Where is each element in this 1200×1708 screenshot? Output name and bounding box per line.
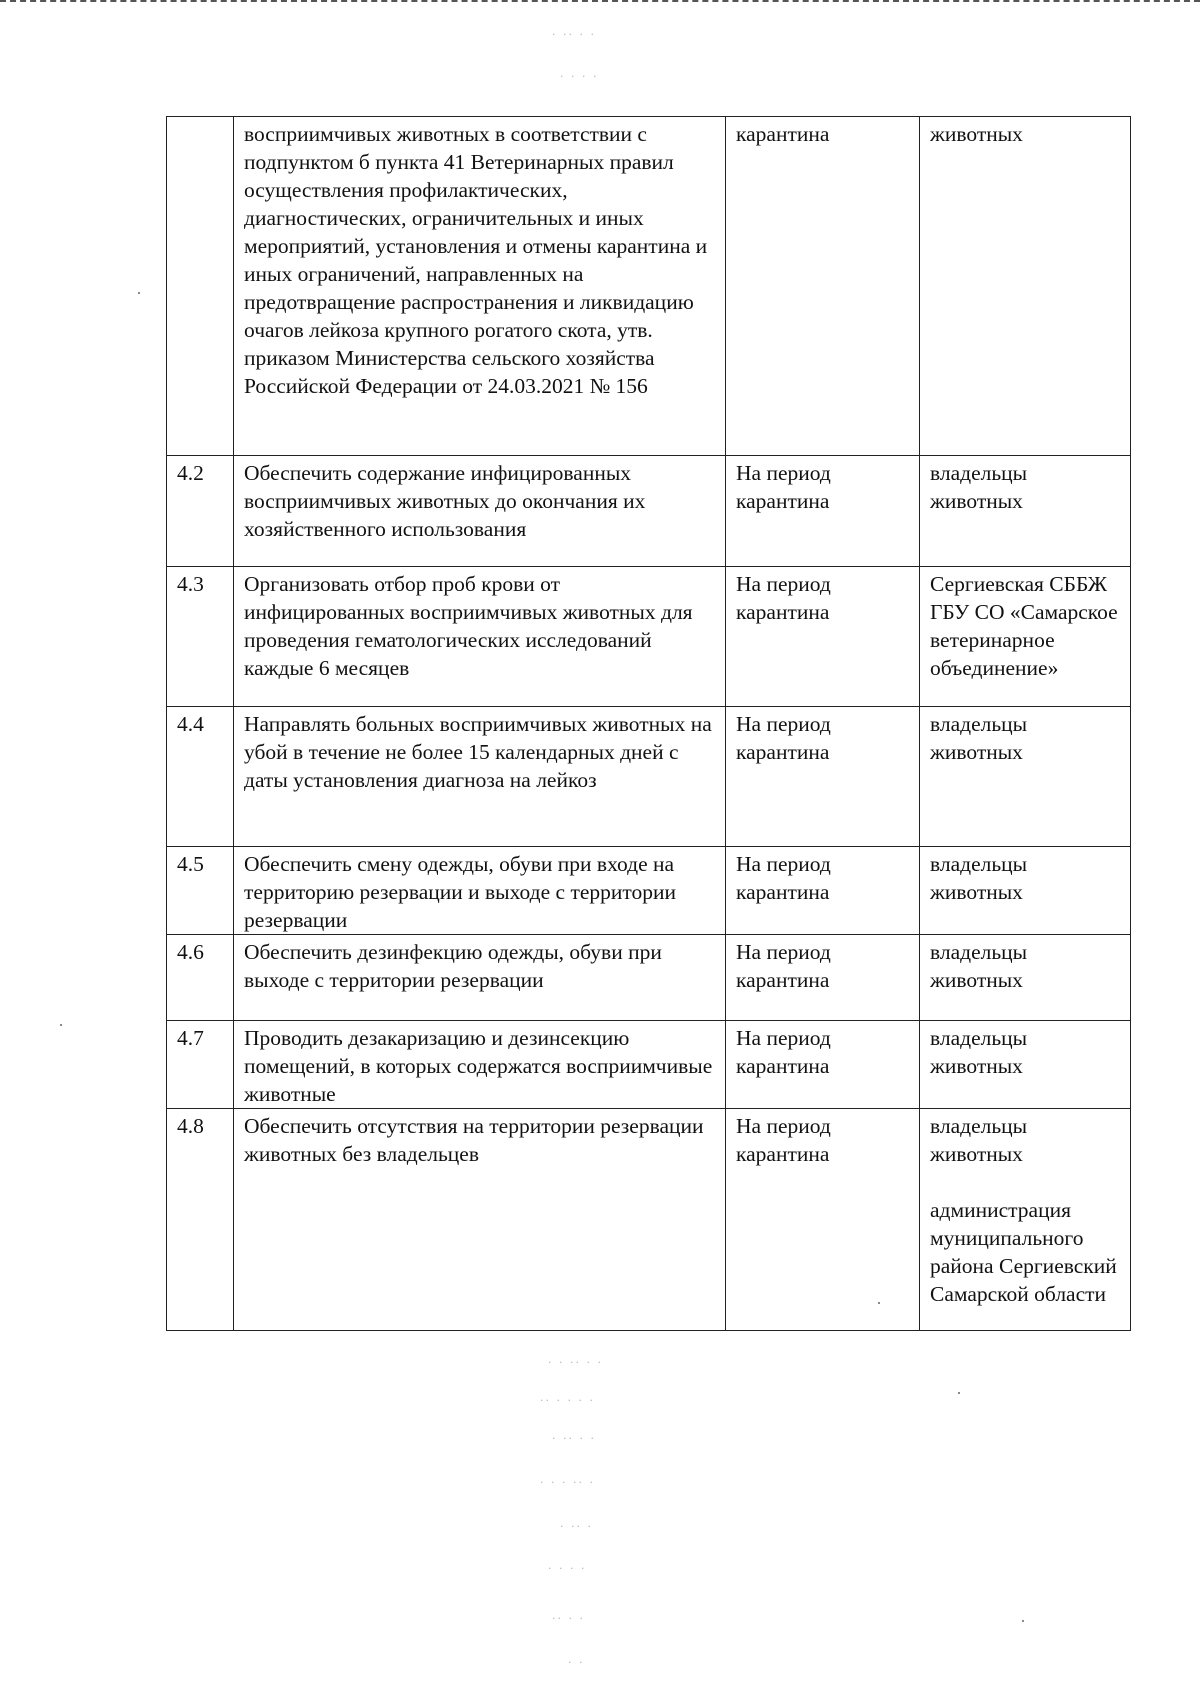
scan-speck bbox=[958, 1392, 960, 1394]
table-row bbox=[167, 1109, 1131, 1331]
responsible-party: владельцы животных bbox=[930, 1026, 1028, 1078]
responsible-party: Сергиевская СББЖ ГБУ СО «Самарское ветеринарное объединение» bbox=[930, 572, 1118, 680]
measure-text: Направлять больных восприимчивых животных на убой в течение не более 15 календарных дней с даты установления диагноза на лейкоз bbox=[234, 707, 726, 847]
scan-noise: · · · ·· · bbox=[540, 1476, 595, 1489]
measure-text: Проводить дезакаризацию и дезинсекцию помещений, в которых содержатся восприимчивые животные bbox=[234, 1021, 726, 1109]
row-number: 4.7 bbox=[167, 1021, 234, 1109]
measure-text: Обеспечить дезинфекцию одежды, обуви при выходе с территории резервации bbox=[234, 935, 726, 1021]
responsible-text bbox=[920, 456, 1131, 567]
responsible-party: владельцы животных bbox=[930, 940, 1028, 992]
term-text: На период карантина bbox=[726, 1109, 920, 1331]
row-number: 4.8 bbox=[167, 1109, 234, 1331]
scan-noise: ·· · · · · bbox=[540, 1394, 595, 1407]
responsible-party: владельцы животных bbox=[930, 852, 1028, 904]
row-number: 4.3 bbox=[167, 567, 234, 707]
scan-noise: · ·· · bbox=[560, 1520, 593, 1533]
measure-text: Обеспечить отсутствия на территории резервации животных без владельцев bbox=[234, 1109, 726, 1331]
scan-noise: · · ·· · · bbox=[548, 1356, 603, 1369]
table-row bbox=[167, 567, 1131, 707]
term-text: На период карантина bbox=[726, 707, 920, 847]
table-row bbox=[167, 117, 1131, 456]
row-number: 4.5 bbox=[167, 847, 234, 935]
row-number: 4.4 bbox=[167, 707, 234, 847]
responsible-party: администрация муниципального района Сергиевский Самарской области bbox=[930, 1198, 1117, 1306]
responsible-text bbox=[920, 567, 1131, 707]
term-text: На период карантина bbox=[726, 567, 920, 707]
responsible-text bbox=[920, 707, 1131, 847]
scan-speck bbox=[138, 292, 140, 294]
measure-text: восприимчивых животных в соответствии с подпунктом б пункта 41 Ветеринарных правил осуществления профилактических, диагностических, ограничительных и иных мероприятий, установления и отмены карантина и иных ограничений, направленных на предотвращение распространения и ликвидацию очагов лейкоза крупного рогатого скота, утв. приказом Министерства сельского хозяйства Российской Федерации от 24.03.2021 № 156 bbox=[234, 117, 726, 456]
term-text: карантина bbox=[726, 117, 920, 456]
term-text: На период карантина bbox=[726, 935, 920, 1021]
scan-noise: ·· · · bbox=[552, 1612, 585, 1625]
table-row bbox=[167, 935, 1131, 1021]
table-row bbox=[167, 456, 1131, 567]
term-text: На период карантина bbox=[726, 1021, 920, 1109]
responsible-party: владельцы животных bbox=[930, 1114, 1028, 1166]
scan-speck bbox=[1022, 1620, 1024, 1622]
table-row bbox=[167, 707, 1131, 847]
responsible-text bbox=[920, 847, 1131, 935]
responsible-party: животных bbox=[930, 122, 1023, 146]
scan-noise: · · bbox=[568, 1656, 585, 1669]
responsible-text bbox=[920, 1109, 1131, 1331]
measure-text: Организовать отбор проб крови от инфицированных восприимчивых животных для проведения гематологических исследований каждые 6 месяцев bbox=[234, 567, 726, 707]
paragraph-gap bbox=[930, 1168, 1122, 1196]
responsible-text bbox=[920, 117, 1131, 456]
table-row bbox=[167, 1021, 1131, 1109]
scan-noise: · · · · bbox=[548, 1562, 587, 1575]
scan-edge-line bbox=[0, 0, 1200, 2]
scan-noise: · ·· · · bbox=[552, 28, 596, 41]
responsible-text bbox=[920, 935, 1131, 1021]
measure-text: Обеспечить смену одежды, обуви при входе на территорию резервации и выходе с территории резервации bbox=[234, 847, 726, 935]
table-row bbox=[167, 847, 1131, 935]
responsible-party: владельцы животных bbox=[930, 712, 1028, 764]
measures-table bbox=[166, 116, 1131, 1331]
responsible-party: владельцы животных bbox=[930, 461, 1028, 513]
term-text: На период карантина bbox=[726, 456, 920, 567]
scan-noise: · ·· · · bbox=[552, 1432, 596, 1445]
term-text: На период карантина bbox=[726, 847, 920, 935]
row-number: 4.2 bbox=[167, 456, 234, 567]
row-number bbox=[167, 117, 234, 456]
scan-speck bbox=[60, 1024, 62, 1026]
measure-text: Обеспечить содержание инфицированных восприимчивых животных до окончания их хозяйственного использования bbox=[234, 456, 726, 567]
row-number: 4.6 bbox=[167, 935, 234, 1021]
responsible-text bbox=[920, 1021, 1131, 1109]
scan-noise: · · · · bbox=[560, 70, 599, 83]
